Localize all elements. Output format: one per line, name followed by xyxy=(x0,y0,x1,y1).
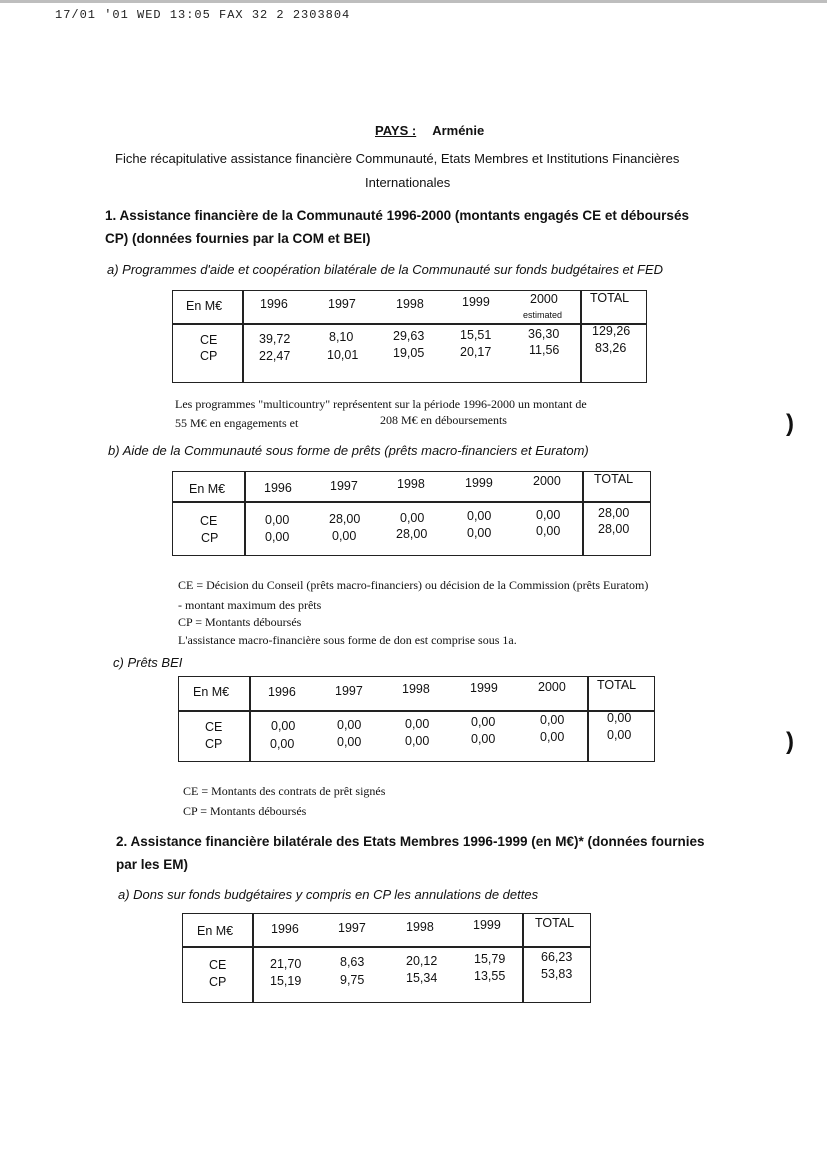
table-2a-corner: En M€ xyxy=(197,924,234,938)
table-a-cell: 8,10 xyxy=(329,330,354,344)
table-c-cell: 0,00 xyxy=(405,734,430,748)
table-c-cell: 0,00 xyxy=(270,737,295,751)
table-b-row-label: CP xyxy=(201,531,219,545)
table-b-year: 1997 xyxy=(330,479,358,493)
table-b-total: 28,00 xyxy=(598,522,630,536)
table-a-total: 83,26 xyxy=(595,341,627,355)
table-b-cell: 0,00 xyxy=(265,513,290,527)
table-a-year: 1996 xyxy=(260,297,288,311)
table-c-cell: 0,00 xyxy=(540,730,565,744)
subsection-2a-heading: a) Dons sur fonds budgétaires y compris en CP les annulations de dettes xyxy=(118,887,539,902)
subsection-c-heading: c) Prêts BEI xyxy=(113,655,183,670)
table-b-cell: 28,00 xyxy=(329,512,361,526)
table-c-year: 1999 xyxy=(470,681,498,695)
table-a-row-label: CP xyxy=(200,349,218,363)
table-c-total-header: TOTAL xyxy=(597,678,637,692)
table-b-cell: 0,00 xyxy=(536,508,561,522)
table-a-cell: 39,72 xyxy=(259,332,291,346)
table-b-row-label: CE xyxy=(200,514,218,528)
table-c-corner: En M€ xyxy=(193,685,230,699)
table-2a-total: 66,23 xyxy=(541,950,573,964)
note-b-line3: CP = Montants déboursés xyxy=(178,615,302,629)
table-c-cell: 0,00 xyxy=(337,718,362,732)
table-c-cell: 0,00 xyxy=(405,717,430,731)
table-a-cell: 19,05 xyxy=(393,346,425,360)
note-a-line1: Les programmes "multicountry" représentent sur la période 1996-2000 un montant de xyxy=(175,397,587,411)
binder-hole-mark: ) xyxy=(786,728,794,755)
fax-header: 17/01 '01 WED 13:05 FAX 32 2 2303804 xyxy=(55,8,351,22)
table-2a-cell: 20,12 xyxy=(406,954,438,968)
table-c-year: 2000 xyxy=(538,680,566,694)
table-2a-year: 1998 xyxy=(406,920,434,934)
table-a-cell: 15,51 xyxy=(460,328,492,342)
section2-heading-line1: 2. Assistance financière bilatérale des Etats Membres 1996-1999 (en M€)* (données fournies xyxy=(116,834,705,849)
table-2a-cell: 13,55 xyxy=(474,969,506,983)
note-a-line2a: 55 M€ en engagements et xyxy=(175,416,299,430)
section2-heading-line2: par les EM) xyxy=(116,857,189,872)
table-2a-row-label: CP xyxy=(209,975,227,989)
table-2a-cell: 15,34 xyxy=(406,971,438,985)
table-2a-cell: 21,70 xyxy=(270,957,302,971)
table-a-total: 129,26 xyxy=(592,324,631,338)
note-c-line1: CE = Montants des contrats de prêt signés xyxy=(183,784,386,798)
table-2a-cell: 8,63 xyxy=(340,955,365,969)
table-2a-year: 1996 xyxy=(271,922,299,936)
table-a-corner: En M€ xyxy=(186,299,223,313)
table-b-total-header: TOTAL xyxy=(594,472,634,486)
table-a-cell: 20,17 xyxy=(460,345,492,359)
note-b-line4: L'assistance macro-financière sous forme de don est comprise sous 1a. xyxy=(178,633,517,647)
subtitle-line2: Internationales xyxy=(365,175,451,190)
section1-heading-line1: 1. Assistance financière de la Communauté 1996-2000 (montants engagés CE et déboursés xyxy=(105,208,689,223)
binder-hole-mark: ) xyxy=(786,410,794,437)
table-2a-year: 1999 xyxy=(473,918,501,932)
page-title xyxy=(375,123,484,138)
subsection-b-heading: b) Aide de la Communauté sous forme de prêts (prêts macro-financiers et Euratom) xyxy=(108,443,589,458)
table-b-year: 1998 xyxy=(397,477,425,491)
note-a-line2b: 208 M€ en déboursements xyxy=(380,413,507,427)
table-a-year: 1999 xyxy=(462,295,490,309)
table-a-year: 1998 xyxy=(396,297,424,311)
table-b-cell: 0,00 xyxy=(536,524,561,538)
table-a-year: 2000 xyxy=(530,292,558,306)
table-c-year: 1996 xyxy=(268,685,296,699)
table-2a-cell: 15,19 xyxy=(270,974,302,988)
subtitle-line1: Fiche récapitulative assistance financière Communauté, Etats Membres et Institutions Financières xyxy=(115,151,680,166)
table-b-total: 28,00 xyxy=(598,506,630,520)
table-c-cell: 0,00 xyxy=(337,735,362,749)
table-b-year: 1999 xyxy=(465,476,493,490)
table-b-cell: 0,00 xyxy=(265,530,290,544)
fax-top-border xyxy=(0,0,827,3)
table-b-cell: 0,00 xyxy=(467,526,492,540)
subsection-a-heading: a) Programmes d'aide et coopération bilatérale de la Communauté sur fonds budgétaires et FED xyxy=(107,262,664,277)
note-b-line2: - montant maximum des prêts xyxy=(178,598,322,612)
table-2a-cell: 15,79 xyxy=(474,952,506,966)
table-2a-total-header: TOTAL xyxy=(535,916,575,930)
table-c-total: 0,00 xyxy=(607,711,632,725)
table-c-year: 1997 xyxy=(335,684,363,698)
table-c-row-label: CE xyxy=(205,720,223,734)
note-c-line2: CP = Montants déboursés xyxy=(183,804,307,818)
table-2a-row-label: CE xyxy=(209,958,227,972)
table-a-total-header: TOTAL xyxy=(590,291,630,305)
table-c-cell: 0,00 xyxy=(540,713,565,727)
table-b-cell: 0,00 xyxy=(467,509,492,523)
note-b-line1: CE = Décision du Conseil (prêts macro-financiers) ou décision de la Commission (prêts Euratom) xyxy=(178,578,649,592)
table-a-row-label: CE xyxy=(200,333,218,347)
table-a-cell: 10,01 xyxy=(327,348,359,362)
table-a-year: 1997 xyxy=(328,297,356,311)
table-b-cell: 0,00 xyxy=(400,511,425,525)
country-name: Arménie xyxy=(432,123,485,138)
table-a-cell: 22,47 xyxy=(259,349,291,363)
table-c-row-label: CP xyxy=(205,737,223,751)
table-a-estimated-note: estimated xyxy=(523,310,563,320)
table-b-cell: 28,00 xyxy=(396,527,428,541)
table-a-cell: 29,63 xyxy=(393,329,425,343)
table-c-cell: 0,00 xyxy=(471,715,496,729)
table-b-cell: 0,00 xyxy=(332,529,357,543)
table-c-cell: 0,00 xyxy=(471,732,496,746)
table-b-corner: En M€ xyxy=(189,482,226,496)
table-2a-year: 1997 xyxy=(338,921,366,935)
table-a-cell: 36,30 xyxy=(528,327,560,341)
table-2a-total: 53,83 xyxy=(541,967,573,981)
table-a-cell: 11,56 xyxy=(529,343,560,357)
table-c-cell: 0,00 xyxy=(271,719,296,733)
table-2a-cell: 9,75 xyxy=(340,973,365,987)
table-b-year: 1996 xyxy=(264,481,292,495)
section1-heading-line2: CP) (données fournies par la COM et BEI) xyxy=(105,231,371,246)
table-c-year: 1998 xyxy=(402,682,430,696)
table-c-total: 0,00 xyxy=(607,728,632,742)
table-b-year: 2000 xyxy=(533,474,561,488)
country-label: PAYS : xyxy=(375,123,417,138)
